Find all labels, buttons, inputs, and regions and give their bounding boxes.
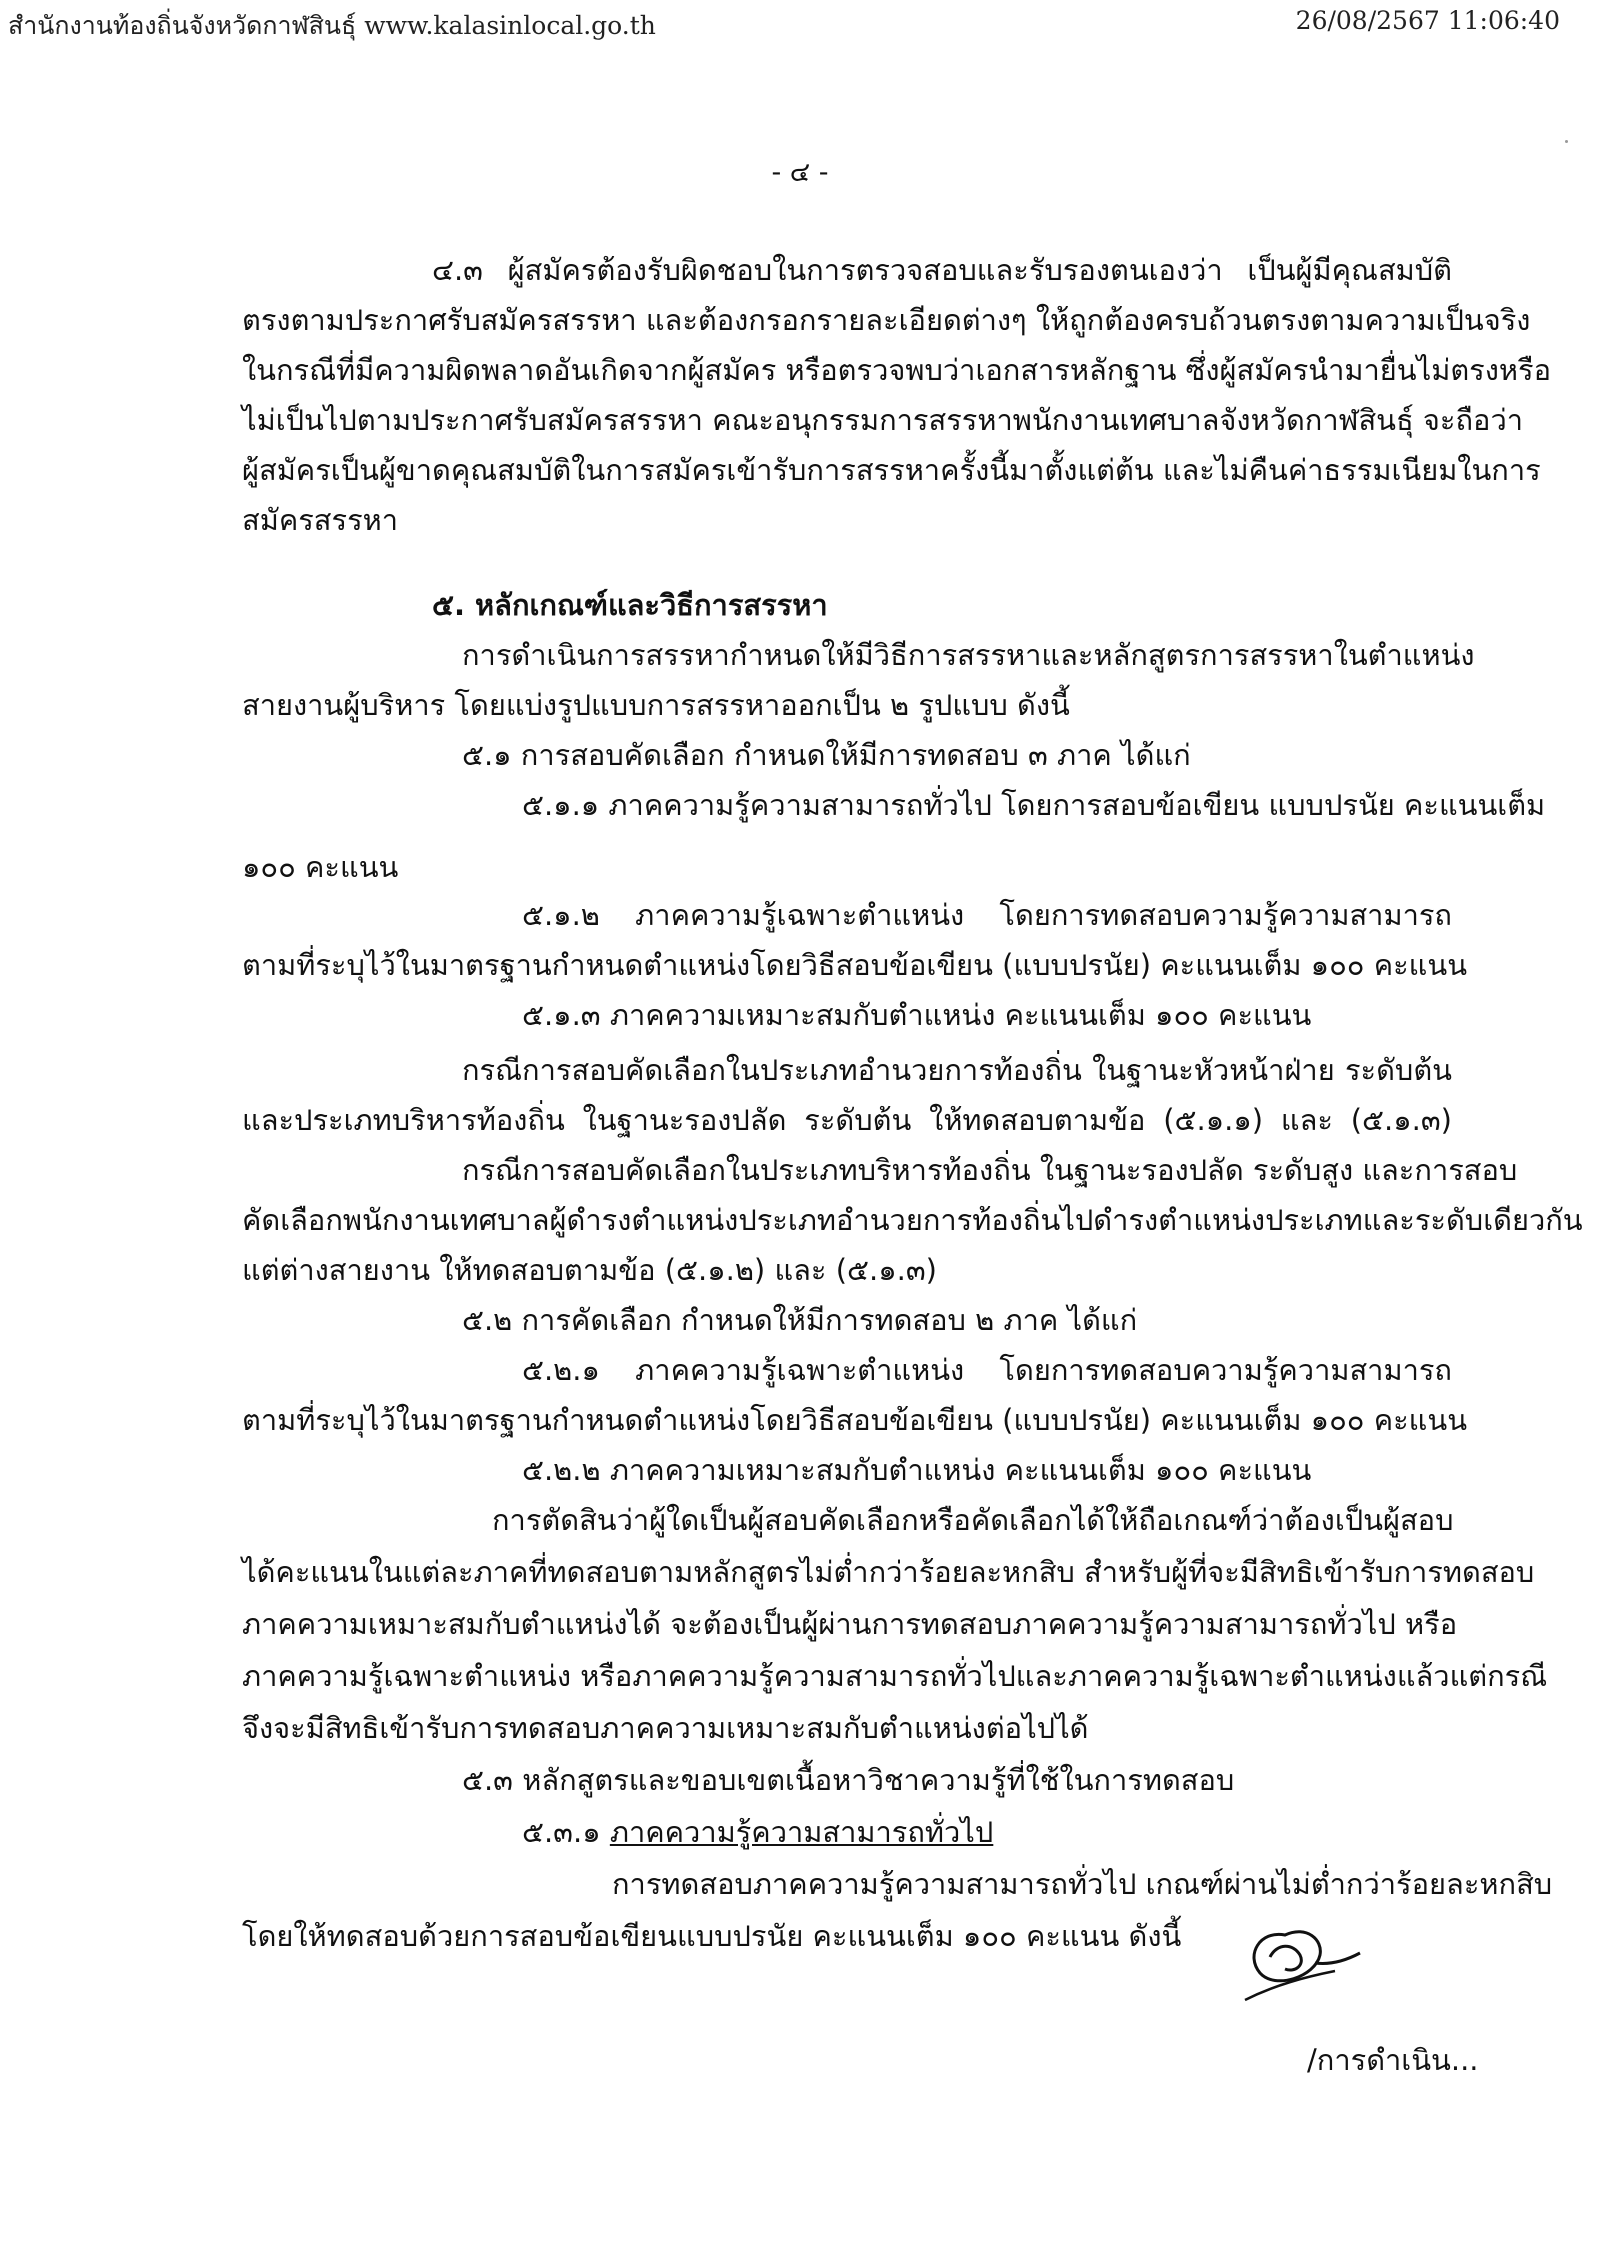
para-4-3-line: ตรงตามประกาศรับสมัครสรรหา และต้องกรอกรายละเอียดต่างๆ ให้ถูกต้องครบถ้วนตรงตามความเป็นจริง (242, 303, 1531, 337)
scan-speck (1565, 140, 1568, 143)
item-5-1-2-line: ตามที่ระบุไว้ในมาตรฐานกำหนดตำแหน่งโดยวิธีสอบข้อเขียน (แบบปรนัย) คะแนนเต็ม ๑๐๐ คะแนน (242, 948, 1468, 982)
signature-mark (1215, 1895, 1375, 2005)
section-5-heading: ๕. หลักเกณฑ์และวิธีการสรรหา (432, 588, 828, 622)
para-4-3-line: ผู้สมัครเป็นผู้ขาดคุณสมบัติในการสมัครเข้ารับการสรรหาครั้งนี้มาตั้งแต่ต้น และไม่คืนค่าธรรมเนียมในการ (242, 453, 1541, 487)
continuation-marker: /การดำเนิน... (1307, 2043, 1479, 2077)
item-5-1-2-line: ๕.๑.๒ ภาคความรู้เฉพาะตำแหน่ง โดยการทดสอบความรู้ความสามารถ (522, 898, 1452, 932)
item-5-3-1-number: ๕.๓.๑ (522, 1815, 601, 1849)
para-4-3-line: ในกรณีที่มีความผิดพลาดอันเกิดจากผู้สมัคร หรือตรวจพบว่าเอกสารหลักฐาน ซึ่งผู้สมัครนำมายื่นไม่ตรงหรือ (242, 353, 1551, 387)
case-2-line: กรณีการสอบคัดเลือกในประเภทบริหารท้องถิ่น ในฐานะรองปลัด ระดับสูง และการสอบ (462, 1153, 1518, 1187)
para-4-3-line: สมัครสรรหา (242, 503, 399, 537)
section-5-line: สายงานผู้บริหาร โดยแบ่งรูปแบบการสรรหาออกเป็น ๒ รูปแบบ ดังนี้ (242, 688, 1070, 722)
item-5-2-1-line: ๕.๒.๑ ภาคความรู้เฉพาะตำแหน่ง โดยการทดสอบความรู้ความสามารถ (522, 1353, 1452, 1387)
decision-line: การตัดสินว่าผู้ใดเป็นผู้สอบคัดเลือกหรือคัดเลือกได้ให้ถือเกณฑ์ว่าต้องเป็นผู้สอบ (492, 1503, 1454, 1537)
general-line: โดยให้ทดสอบด้วยการสอบข้อเขียนแบบปรนัย คะแนนเต็ม ๑๐๐ คะแนน ดังนี้ (242, 1919, 1182, 1953)
item-5-1: ๕.๑ การสอบคัดเลือก กำหนดให้มีการทดสอบ ๓ ภาค ได้แก่ (462, 738, 1191, 772)
header-timestamp: 26/08/2567 11:06:40 (1295, 6, 1560, 35)
decision-line: ภาคความรู้เฉพาะตำแหน่ง หรือภาคความรู้ความสามารถทั่วไปและภาคความรู้เฉพาะตำแหน่งแล้วแต่กรณี (242, 1659, 1548, 1693)
item-5-3-1 (522, 1812, 993, 1854)
case-1-line: กรณีการสอบคัดเลือกในประเภทอำนวยการท้องถิ่น ในฐานะหัวหน้าฝ่าย ระดับต้น (462, 1053, 1452, 1087)
item-5-2: ๕.๒ การคัดเลือก กำหนดให้มีการทดสอบ ๒ ภาค ได้แก่ (462, 1303, 1138, 1337)
case-2-line: แต่ต่างสายงาน ให้ทดสอบตามข้อ (๕.๑.๒) และ (๕.๑.๓) (242, 1253, 937, 1287)
item-5-3-1-title: ภาคความรู้ความสามารถทั่วไป (609, 1815, 994, 1849)
header-source: สำนักงานท้องถิ่นจังหวัดกาฬสินธุ์ www.kalasinlocal.go.th (8, 11, 656, 40)
item-5-3: ๕.๓ หลักสูตรและขอบเขตเนื้อหาวิชาความรู้ที่ใช้ในการทดสอบ (462, 1763, 1235, 1797)
item-5-1-3: ๕.๑.๓ ภาคความเหมาะสมกับตำแหน่ง คะแนนเต็ม ๑๐๐ คะแนน (522, 998, 1312, 1032)
decision-line: จึงจะมีสิทธิเข้ารับการทดสอบภาคความเหมาะสมกับตำแหน่งต่อไปได้ (242, 1711, 1089, 1745)
general-line: การทดสอบภาคความรู้ความสามารถทั่วไป เกณฑ์ผ่านไม่ต่ำกว่าร้อยละหกสิบ (612, 1867, 1553, 1901)
section-5-line: การดำเนินการสรรหากำหนดให้มีวิธีการสรรหาและหลักสูตรการสรรหาในตำแหน่ง (462, 638, 1475, 672)
item-5-2-1-line: ตามที่ระบุไว้ในมาตรฐานกำหนดตำแหน่งโดยวิธีสอบข้อเขียน (แบบปรนัย) คะแนนเต็ม ๑๐๐ คะแนน (242, 1403, 1468, 1437)
decision-line: ภาคความเหมาะสมกับตำแหน่งได้ จะต้องเป็นผู้ผ่านการทดสอบภาคความรู้ความสามารถทั่วไป หรือ (242, 1607, 1458, 1641)
item-5-2-2: ๕.๒.๒ ภาคความเหมาะสมกับตำแหน่ง คะแนนเต็ม ๑๐๐ คะแนน (522, 1453, 1312, 1487)
item-5-1-1-line: ๑๐๐ คะแนน (242, 850, 399, 884)
para-4-3-line: ไม่เป็นไปตามประกาศรับสมัครสรรหา คณะอนุกรรมการสรรหาพนักงานเทศบาลจังหวัดกาฬสินธุ์ จะถือว่า (242, 403, 1524, 437)
case-1-line: และประเภทบริหารท้องถิ่น ในฐานะรองปลัด ระดับต้น ให้ทดสอบตามข้อ (๕.๑.๑) และ (๕.๑.๓) (242, 1103, 1452, 1137)
case-2-line: คัดเลือกพนักงานเทศบาลผู้ดำรงตำแหน่งประเภทอำนวยการท้องถิ่นไปดำรงตำแหน่งประเภทและระดับเดียวกัน (242, 1203, 1583, 1237)
item-5-1-1-line: ๕.๑.๑ ภาคความรู้ความสามารถทั่วไป โดยการสอบข้อเขียน แบบปรนัย คะแนนเต็ม (522, 788, 1546, 822)
para-4-3-line: ๔.๓ ผู้สมัครต้องรับผิดชอบในการตรวจสอบและรับรองตนเองว่า เป็นผู้มีคุณสมบัติ (432, 253, 1452, 287)
page-number: - ๔ - (771, 157, 829, 188)
decision-line: ได้คะแนนในแต่ละภาคที่ทดสอบตามหลักสูตรไม่ต่ำกว่าร้อยละหกสิบ สำหรับผู้ที่จะมีสิทธิเข้ารับการทดสอบ (242, 1555, 1535, 1589)
print-header (8, 6, 1560, 46)
